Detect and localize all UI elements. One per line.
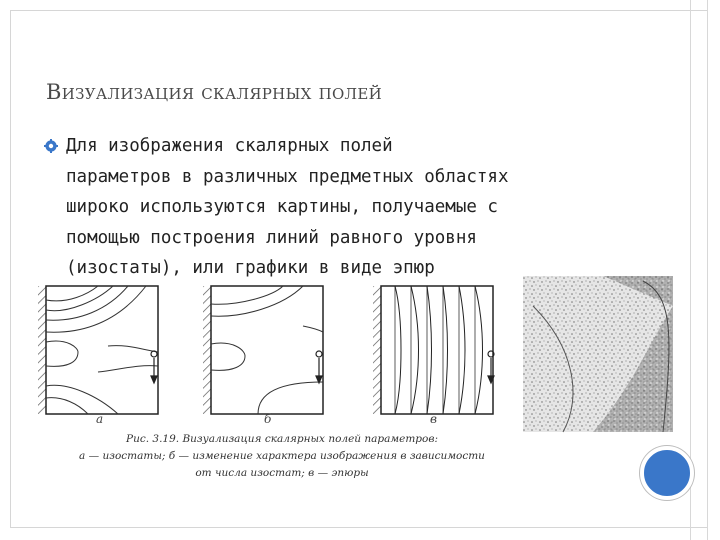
panel-a <box>38 286 158 414</box>
figure-label-c: в <box>430 412 437 426</box>
figure-isostats <box>38 276 678 434</box>
bullet-line: (изостаты), или графики в виде эпюр <box>66 258 435 278</box>
slide-side-bar <box>690 0 708 540</box>
bullet-line: параметров в различных предметных областях <box>66 166 509 187</box>
decorative-circle <box>640 446 694 500</box>
slide-title: Визуализация скалярных полей <box>46 80 383 104</box>
caption-line: Рис. 3.19. Визуализация скалярных полей параметров: <box>126 433 438 445</box>
panel-c <box>373 286 494 414</box>
grey-photo-panel <box>523 276 673 432</box>
panel-b <box>203 286 323 414</box>
bullet-line: помощью построения линий равного уровня <box>66 227 477 248</box>
bullet-text <box>66 131 626 284</box>
caption-line: от числа изостат; в — эпюры <box>195 467 369 479</box>
caption-line: а — изостаты; б — изменение характера изображения в зависимости <box>79 450 485 462</box>
figure-label-a: а <box>96 412 104 426</box>
figure-label-b: б <box>264 412 272 426</box>
figure-caption <box>52 431 512 482</box>
bullet-line: широко используются картины, получаемые с <box>66 197 498 217</box>
bullet-line: Для изображения скалярных полей <box>66 136 393 156</box>
gear-bullet-icon <box>44 139 58 153</box>
